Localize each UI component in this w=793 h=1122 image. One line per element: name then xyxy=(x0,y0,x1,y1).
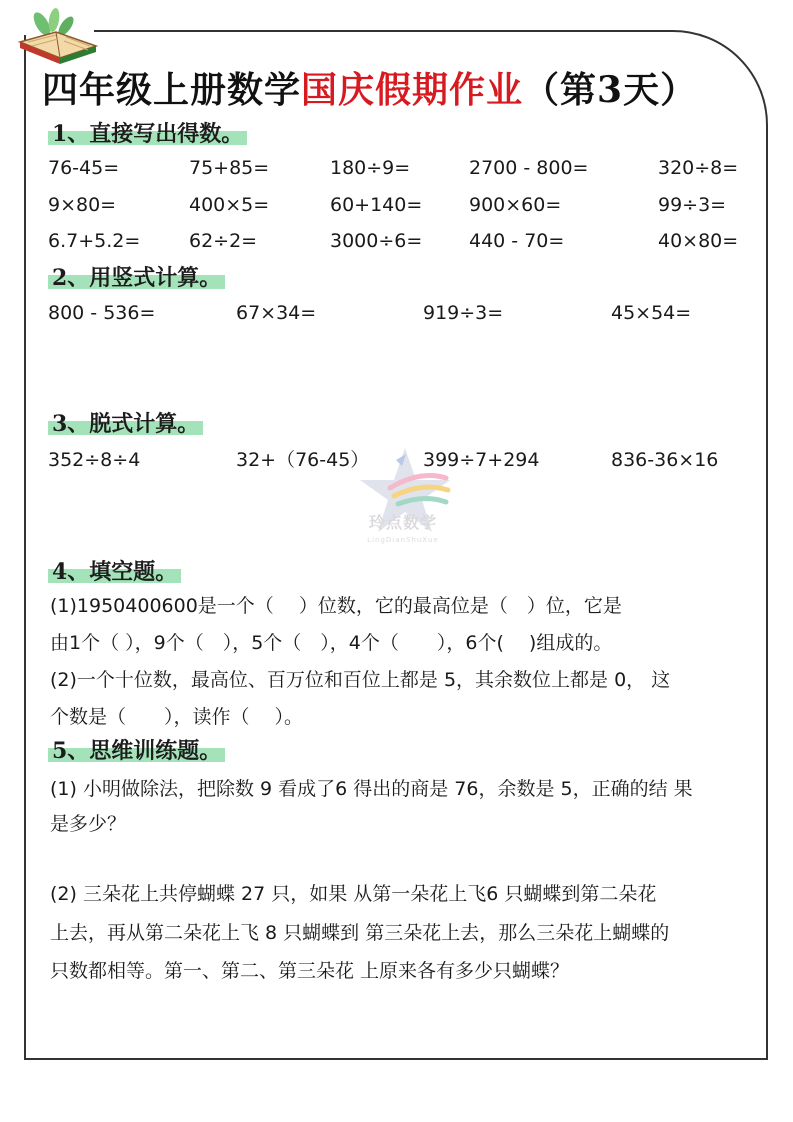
book-logo-icon xyxy=(8,6,104,68)
step-calc-item: 836-36×16 xyxy=(611,449,719,471)
oral-item: 180÷9= xyxy=(330,157,411,179)
oral-item: 400×5= xyxy=(189,194,270,216)
watermark-name: 玲点数学 xyxy=(368,513,437,532)
fill-question-2-line1: (2)一个十位数，最高位、百万位和百位上都是 5，其余数位上都是 0， 这 xyxy=(50,669,671,691)
vertical-calc-item: 45×54= xyxy=(611,302,692,324)
oral-item: 60+140= xyxy=(330,194,423,216)
star-watermark-icon xyxy=(350,440,460,550)
page-title xyxy=(42,62,697,118)
step-calc-item: 399÷7+294 xyxy=(423,449,540,471)
vertical-calc-item: 919÷3= xyxy=(423,302,504,324)
section-1-heading: 1、直接写出得数。 xyxy=(48,118,247,150)
vertical-calc-item: 800 - 536= xyxy=(48,302,156,324)
oral-item: 62÷2= xyxy=(189,230,258,252)
thinking-question-2-line1: (2) 三朵花上共停蝴蝶 27 只，如果 从第一朵花上飞6 只蝴蝶到第二朵花 xyxy=(50,883,657,905)
thinking-question-1-line2: 是多少？ xyxy=(50,813,127,835)
oral-item: 75+85= xyxy=(189,157,270,179)
title-homework: 国庆假期作业 xyxy=(301,69,524,111)
fill-question-1-line1: (1)1950400600是一个（ ）位数，它的最高位是（ ）位，它是 xyxy=(50,595,622,617)
title-grade: 四年级上册数学 xyxy=(42,69,302,111)
watermark-subtitle: LingDianShuXue xyxy=(367,536,439,544)
section-5-heading: 5、思维训练题。 xyxy=(48,735,225,767)
section-2-heading: 2、用竖式计算。 xyxy=(48,262,225,294)
oral-item: 6.7+5.2= xyxy=(48,230,141,252)
oral-item: 3000÷6= xyxy=(330,230,423,252)
fill-question-2-line2: 个数是（ ），读作（ ）。 xyxy=(50,706,304,728)
oral-item: 76-45= xyxy=(48,157,120,179)
fill-question-1-line2: 由1个（ ），9个（ ），5个（ ），4个（ ），6个( )组成的。 xyxy=(50,632,613,654)
oral-item: 40×80= xyxy=(658,230,739,252)
step-calc-item: 352÷8÷4 xyxy=(48,449,141,471)
thinking-question-1-line1: (1) 小明做除法，把除数 9 看成了6 得出的商是 76，余数是 5，正确的结 果 xyxy=(50,778,693,800)
step-calc-item: 32+（76-45） xyxy=(236,449,370,471)
oral-item: 900×60= xyxy=(469,194,562,216)
thinking-question-2-line3: 只数都相等。第一、第二、第三朵花 上原来各有多少只蝴蝶？ xyxy=(50,960,570,982)
section-3-heading: 3、脱式计算。 xyxy=(48,408,203,440)
oral-item: 99÷3= xyxy=(658,194,727,216)
title-day: （第3天） xyxy=(523,69,698,111)
oral-item: 9×80= xyxy=(48,194,117,216)
thinking-question-2-line2: 上去，再从第二朵花上飞 8 只蝴蝶到 第三朵花上去，那么三朵花上蝴蝶的 xyxy=(50,922,670,944)
oral-item: 440 - 70= xyxy=(469,230,565,252)
vertical-calc-item: 67×34= xyxy=(236,302,317,324)
oral-item: 2700 - 800= xyxy=(469,157,589,179)
section-4-heading: 4、填空题。 xyxy=(48,556,181,588)
oral-item: 320÷8= xyxy=(658,157,739,179)
